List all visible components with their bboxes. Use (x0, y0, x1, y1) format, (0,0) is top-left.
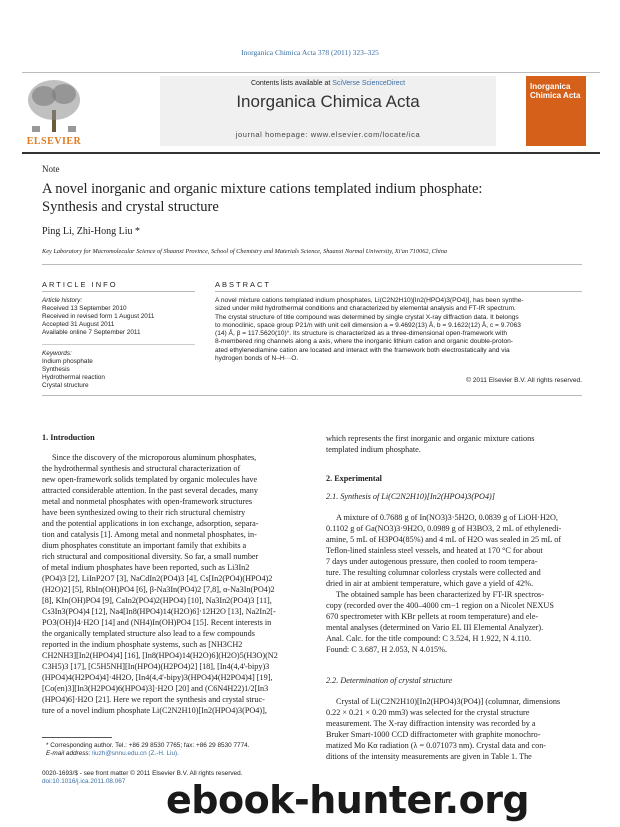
email-link[interactable]: liuzh@snnu.edu.cn (Z.-H. Liu). (92, 750, 179, 757)
abstract-line: ated ethylenediamine cation are located and interact with the framework both electrostatically and via (215, 346, 510, 354)
abstract-rule (215, 291, 582, 292)
structure-line: 0.22 × 0.21 × 0.20 mm3) was selected for the crystal structure (326, 708, 530, 717)
intro-line: [Co(en)3][In3(H2PO4)6(HPO4)3]·H2O [20] and (C6N4H22)1/2[In3 (42, 684, 269, 693)
footnote-rule (42, 737, 112, 738)
intro-line: CH2NH3][In2(HPO4)4] [16], [In8(HPO4)14(H2O)6](H2O)5(H3O)(N2 (42, 651, 278, 660)
article-info-heading: ARTICLE INFO (42, 280, 118, 289)
history-accepted: Accepted 31 August 2011 (42, 321, 115, 328)
structure-line: ditions of the intensity measurements are given in Table 1. The (326, 752, 532, 761)
intro-line: (PO4)3 [2], LiInP2O7 [3], NaCdIn2(PO4)3 [4], Cs[In2(PO4)(HPO4)2 (42, 574, 273, 583)
synthesis-line: 0.1102 g of Ga(NO3)3·9H2O, 0.0989 g of H3BO3, 2 mL of ethylenedi- (326, 524, 562, 533)
abstract-line: The crystal structure of title compound was determined by single crystal X-ray diffraction data. It belongs (215, 313, 519, 321)
corresponding-author-note (46, 742, 316, 758)
intro-line: the hydrothermal synthesis and structural characterization of (42, 464, 241, 473)
history-label: Article history: (42, 297, 83, 304)
synthesis-line: copy (recorded over the 400–4000 cm−1 region on a Nicolet NEXUS (326, 601, 554, 610)
structure-line: matized Mo Kα radiation (λ = 0.071073 nm). Crystal data and con- (326, 741, 547, 750)
email-line (46, 750, 316, 758)
abstract-line: sized under mild hydrothermal conditions and characterized by elemental analysis and FT-IR spectrum. (215, 305, 516, 313)
cover-title: Inorganica Chimica Acta (530, 82, 581, 100)
intro-text (42, 452, 306, 716)
experimental-heading: 2. Experimental (326, 474, 382, 483)
abstract-line: hydrogen bonds of N–H···O. (215, 355, 299, 363)
intro-line: C3H5)3 [17], [C5H5NH][In(HPO4)(H2PO4)2] [18], [In4(4,4'-bipy)3 (42, 662, 270, 671)
intro-line: [8], KIn(OH)PO4 [9], CaIn2(PO4)2(HPO4) [10], Na3In2(PO4)3 [11], (42, 596, 272, 605)
email-label: E-mail address: (46, 750, 93, 757)
synthesis-line: A mixture of 0.7688 g of In(NO3)3·5H2O, 0.0839 g of LiOH·H2O, (336, 513, 558, 522)
keyword-item: Indium phosphate (42, 358, 93, 365)
keywords (42, 350, 195, 390)
history-revised: Received in revised form 1 August 2011 (42, 313, 155, 320)
intro-line: tion and catalysis [1]. Among metal and nonmetal phosphates, in- (42, 530, 257, 539)
intro-line: ture of a novel indium phosphate Li(C2N2H10)[In2(HPO4)3(PO4)], (42, 706, 267, 715)
intro-line: (HPO4)4(H2PO4)4]·4H2O, [In4(4,4'-bipy)3(HPO4)4(H2PO4)4] [19], (42, 673, 273, 682)
journal-reference[interactable]: Inorganica Chimica Acta 378 (2011) 323–325 (241, 48, 379, 57)
synthesis-text (326, 512, 586, 655)
header-top-rule (22, 72, 600, 73)
structure-line: Bruker Smart-1000 CCD diffractometer with graphite monochro- (326, 730, 541, 739)
keywords-rule (42, 344, 195, 345)
abstract-heading: ABSTRACT (215, 280, 272, 289)
contents-available (160, 80, 496, 87)
synthesis-heading: 2.1. Synthesis of Li(C2N2H10)[In2(HPO4)3(PO4)] (326, 492, 495, 501)
keyword-item: Hydrothermal reaction (42, 374, 105, 381)
structure-line: Crystal of Li(C2N2H10)[In2(HPO4)3(PO4)] (columnar, dimensions (336, 697, 561, 706)
synthesis-line: 7 days under autogenous pressure, then cooled to room tempera- (326, 557, 538, 566)
synthesis-line: dried in air at ambient temperature, which gave a yield of 42%. (326, 579, 534, 588)
structure-line: measurement. The X-ray diffraction intensity was recorded by a (326, 719, 536, 728)
abstract-line: A novel mixture cations templated indium phosphates, Li(C2N2H10)[In2(HPO4)3(PO4)], has been synthe- (215, 297, 524, 304)
crystal-structure-text (326, 696, 586, 762)
intro-heading: 1. Introduction (42, 433, 95, 442)
keywords-label: Keywords: (42, 350, 72, 357)
issn-line: 0020-1693/$ - see front matter © 2011 Elsevier B.V. All rights reserved. (42, 770, 243, 777)
intro-line: templated indium phosphate. (326, 445, 421, 454)
crystal-structure-heading: 2.2. Determination of crystal structure (326, 676, 453, 685)
article-type: Note (42, 164, 60, 174)
intro-line: (HPO4)6]·H2O [21]. Here we report the synthesis and crystal struc- (42, 695, 265, 704)
journal-homepage[interactable]: journal homepage: www.elsevier.com/locate/ica (235, 130, 421, 139)
intro-line: Cs3In3(PO4)4 [12], Na4[In8(HPO4)14(H2O)6]·12H2O [13], Na2In2[- (42, 607, 276, 616)
elsevier-tree-logo[interactable] (22, 76, 86, 142)
intro-line: have been synthesized owing to their rich structural chemistry (42, 508, 246, 517)
intro-line: (H2O)2] [5], RbIn(OH)PO4 [6], β-Na3In(PO4)2 [7,8], α-Na3In(PO4)2 (42, 585, 275, 594)
intro-line: dium phosphates constitute an important family that exhibits a (42, 541, 247, 550)
abstract-end-rule (42, 395, 582, 396)
intro-line: Since the discovery of the microporous aluminum phosphates, (52, 453, 257, 462)
intro-line: PO3(OH)]4·H2O [14] and (NH4)In(OH)PO4 [15]. Recent interests in (42, 618, 272, 627)
abstract-text (215, 297, 582, 363)
header-bottom-rule (22, 152, 600, 154)
watermark-text: ebook-hunter.org (166, 778, 530, 822)
sciverse-link[interactable]: SciVerse ScienceDirect (332, 80, 406, 87)
synthesis-line: The obtained sample has been characterized by FT-IR spectros- (336, 590, 544, 599)
history-received: Received 13 September 2010 (42, 305, 127, 312)
intro-line: rich structural and compositional diversity. So far, a small number (42, 552, 259, 561)
synthesis-line: Found: C 3.687, H 2.053, N 4.015%. (326, 645, 447, 654)
title-line-1: A novel inorganic and organic mixture cations templated indium phosphate: (42, 181, 483, 197)
intro-line: of metal indium phosphates have been reported, such as Li3In2 (42, 563, 250, 572)
journal-title: Inorganica Chimica Acta (236, 92, 420, 111)
synthesis-line: 670 spectrometer with KBr pellets at room temperature) and ele- (326, 612, 539, 621)
intro-line: which represents the first inorganic and organic mixture cations (326, 434, 535, 443)
abstract-line: 8-membered ring channels along a axis, where the inorganic lithium cation and organic double-proton- (215, 338, 513, 346)
intro-line: the organically templated structure also lead to a few compounds (42, 629, 255, 638)
article-history (42, 297, 195, 337)
synthesis-line: ture. The resulting columnar colorless crystals were collected and (326, 568, 541, 577)
affiliation-rule (42, 264, 582, 265)
keyword-item: Synthesis (42, 366, 70, 373)
intro-line: new open-framework solids templated by organic molecules have (42, 475, 258, 484)
corresponding-author: * Corresponding author. Tel.: +86 29 8530 7765; fax: +86 29 8530 7774. (46, 742, 250, 749)
article-title (42, 180, 582, 216)
abstract-line: (14) Å, β = 117.5620(10)°. Its structure is characterized as a three-dimensional open-framework with (215, 330, 507, 338)
history-online: Available online 7 September 2011 (42, 329, 141, 336)
intro-line: reported in the indium phosphate systems, such as [NH3CH2 (42, 640, 243, 649)
contents-prefix: Contents lists available at (250, 80, 333, 87)
keyword-item: Crystal structure (42, 382, 89, 389)
author-list[interactable]: Ping Li, Zhi-Hong Liu * (42, 226, 141, 237)
synthesis-line: mental analyses (determined on Vario EL III Elemental Analyzer). (326, 623, 544, 632)
synthesis-line: Anal. Calc. for the title compound: C 3.524, H 1.922, N 4.110. (326, 634, 532, 643)
intro-line: and the potential applications in ion exchange, adsorption, separa- (42, 519, 259, 528)
abstract-line: to monoclinic, space group P21/n with unit cell dimension a = 9.4692(13) Å, b = 9.1622(12) Å, c = 9.7063 (215, 321, 521, 329)
intro-continued (326, 433, 586, 455)
synthesis-line: Teflon-lined stainless steel vessels, and heated at 170 °C for about (326, 546, 543, 555)
copyright-notice: © 2011 Elsevier B.V. All rights reserved. (466, 377, 582, 384)
intro-line: attracted considerable attention. In the past several decades, many (42, 486, 258, 495)
elsevier-wordmark: ELSEVIER (26, 136, 82, 147)
affiliation: Key Laboratory for Macromolecular Science of Shaanxi Province, School of Chemistry and Materials Science, Shaanxi Normal University, Xi'an 710062, China (42, 248, 448, 255)
title-line-2: Synthesis and crystal structure (42, 199, 219, 215)
synthesis-line: amine, 5 mL of H3PO4(85%) and 4 mL of H2O was sealed in 25 mL of (326, 535, 562, 544)
doi-link[interactable]: doi:10.1016/j.ica.2011.08.067 (42, 778, 126, 785)
article-info-rule (42, 291, 195, 292)
intro-line: metal and nonmetal phosphates with open-framework structures (42, 497, 253, 506)
